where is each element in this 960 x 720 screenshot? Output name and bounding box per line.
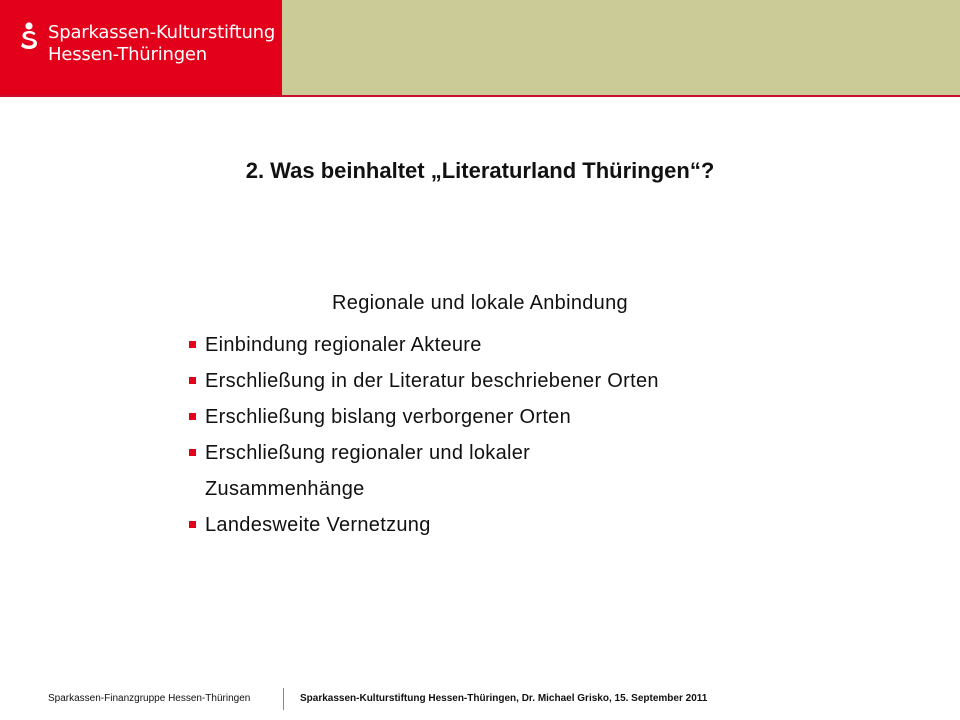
brand-name-line1: Sparkassen-Kulturstiftung	[48, 22, 276, 43]
bullet-square-icon	[189, 341, 196, 348]
bullet-square-icon	[189, 449, 196, 456]
slide-subheading: Regionale und lokale Anbindung	[332, 292, 628, 314]
slide-title: 2. Was beinhaltet „Literaturland Thüringen“?	[245, 158, 715, 183]
bullet-item	[188, 327, 808, 363]
bullet-item	[188, 435, 625, 507]
footer-organization: Sparkassen-Finanzgruppe Hessen-Thüringen	[48, 693, 251, 704]
header-accent-panel	[282, 0, 960, 95]
bullet-square-icon	[189, 521, 196, 528]
bullet-item	[188, 507, 808, 543]
bullet-label: Erschließung in der Literatur beschriebener Orten	[205, 370, 659, 392]
footer-presenter-info: Sparkassen-Kulturstiftung Hessen-Thüringen, Dr. Michael Grisko, 15. September 2011	[300, 693, 708, 704]
bullet-square-icon	[189, 413, 196, 420]
bullet-label: Landesweite Vernetzung	[205, 514, 431, 536]
header-divider	[0, 95, 960, 97]
bullet-square-icon	[189, 377, 196, 384]
footer-divider	[283, 688, 284, 710]
bullet-label: Erschließung bislang verborgener Orten	[205, 406, 572, 428]
brand-name-line2: Hessen-Thüringen	[48, 44, 208, 65]
bullet-item	[188, 363, 808, 399]
bullet-label: Einbindung regionaler Akteure	[205, 334, 482, 356]
bullet-label: Erschließung regionaler und lokaler Zusammenhänge	[205, 442, 531, 500]
brand-logo-text	[48, 22, 275, 66]
bullet-item	[188, 399, 808, 435]
bullet-list	[188, 327, 808, 543]
sparkasse-s-icon	[20, 22, 38, 52]
